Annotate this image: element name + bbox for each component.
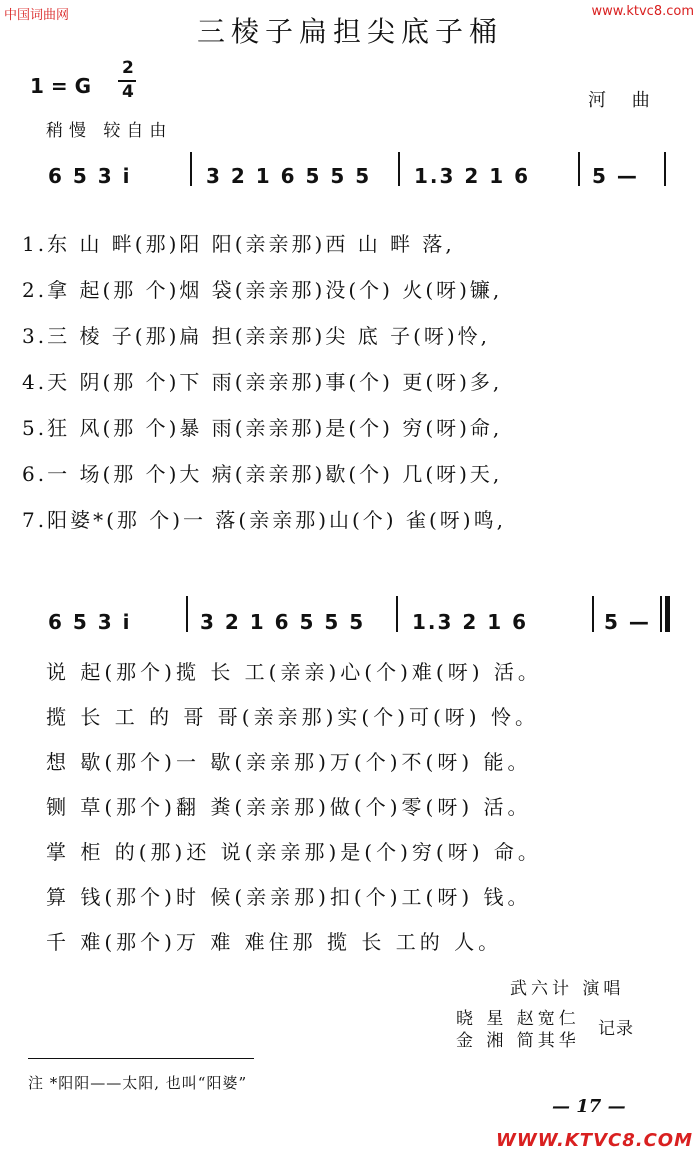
- lyric-line: 5.狂 风(那 个)暴 雨(亲亲那)是(个) 穷(呀)命,: [22, 416, 503, 440]
- key-signature: 1 = G: [30, 74, 92, 98]
- watermark-top-left: 中国词曲网: [4, 8, 70, 23]
- measure-3: 1.3 2 1 6: [412, 610, 529, 634]
- recorder-line-2: 金 湘 简其华: [456, 1031, 580, 1051]
- lyric-line: 2.拿 起(那 个)烟 袋(亲亲那)没(个) 火(呀)镰,: [22, 278, 503, 302]
- barline: [396, 596, 398, 632]
- lyric-line: 6.一 场(那 个)大 病(亲亲那)歇(个) 几(呀)天,: [22, 462, 503, 486]
- page-number: — 17 —: [552, 1096, 626, 1117]
- time-signature-top: 2: [122, 58, 134, 78]
- tempo-marking: 稍慢 较自由: [46, 121, 173, 141]
- barline: [186, 596, 188, 632]
- watermark-top-right: www.ktvc8.com: [591, 4, 694, 19]
- lyric-line: 揽 长 工 的 哥 哥(亲亲那)实(个)可(呀) 怜。: [46, 705, 539, 729]
- lyric-line: 4.天 阴(那 个)下 雨(亲亲那)事(个) 更(呀)多,: [22, 370, 503, 394]
- lyric-line: 掌 柜 的(那)还 说(亲亲那)是(个)穷(呀) 命。: [46, 840, 542, 864]
- measure-1: 6 5 3 i: [48, 164, 132, 188]
- origin-label: 河 曲: [588, 90, 660, 111]
- lyric-line: 千 难(那个)万 难 难住那 揽 长 工的 人。: [46, 930, 503, 954]
- measure-4: 5 —: [592, 164, 639, 188]
- measure-2: 3 2 1 6 5 5 5: [200, 610, 366, 634]
- recorded-label: 记录: [598, 1019, 634, 1039]
- song-title: 三棱子扁担尖底子桶: [196, 15, 503, 48]
- lyric-line: 1.东 山 畔(那)阳 阳(亲亲那)西 山 畔 落,: [22, 232, 455, 256]
- lyric-line: 7.阳婆*(那 个)一 落(亲亲那)山(个) 雀(呀)鸣,: [22, 508, 506, 532]
- lyric-line: 算 钱(那个)时 候(亲亲那)扣(个)工(呀) 钱。: [46, 885, 532, 909]
- footnote-rule: [28, 1058, 254, 1059]
- measure-2: 3 2 1 6 5 5 5: [206, 164, 372, 188]
- lyric-line: 说 起(那个)揽 长 工(亲亲)心(个)难(呀) 活。: [46, 660, 542, 684]
- measure-3: 1.3 2 1 6: [414, 164, 531, 188]
- barline: [190, 152, 192, 186]
- barline: [592, 596, 594, 632]
- lyric-line: 铡 草(那个)翻 粪(亲亲那)做(个)零(呀) 活。: [46, 795, 532, 819]
- lyric-line: 3.三 棱 子(那)扁 担(亲亲那)尖 底 子(呀)怜,: [22, 324, 491, 348]
- barline: [664, 152, 666, 186]
- measure-4: 5 —: [604, 610, 651, 634]
- watermark-bottom-right: WWW.KTVC8.COM: [496, 1130, 693, 1151]
- footnote: 注 *阳阳——太阳, 也叫“阳婆”: [28, 1074, 248, 1092]
- singer-credit: 武六计 演唱: [510, 979, 625, 999]
- barline: [398, 152, 400, 186]
- recorder-line-1: 晓 星 赵宽仁: [456, 1009, 580, 1029]
- lyric-line: 想 歇(那个)一 歇(亲亲那)万(个)不(呀) 能。: [46, 750, 532, 774]
- final-barline-thick: [665, 596, 670, 632]
- measure-1: 6 5 3 i: [48, 610, 132, 634]
- time-signature-bottom: 4: [122, 82, 134, 102]
- barline: [578, 152, 580, 186]
- final-barline-thin: [660, 596, 662, 632]
